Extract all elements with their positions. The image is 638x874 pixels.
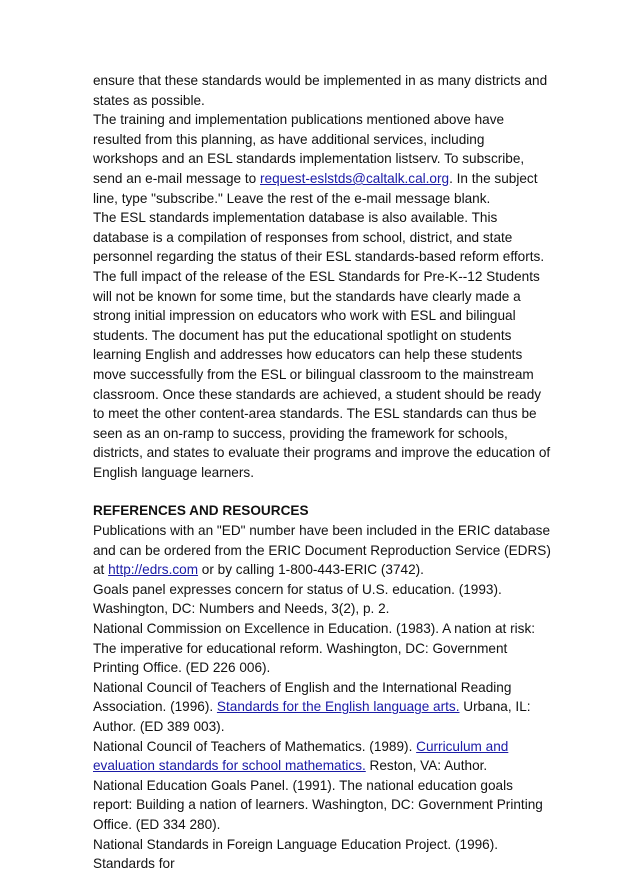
paragraph-training-publications [93, 110, 553, 208]
reference-foreign-language: National Standards in Foreign Language Education Project. (1996). Standards for [93, 836, 499, 872]
listserv-email-link[interactable]: request-eslstds@caltalk.cal.org [260, 170, 450, 186]
edrs-link[interactable]: http://edrs.com [108, 562, 199, 578]
reference-ncte [93, 678, 553, 737]
math-standards-link[interactable]: Curriculum and evaluation standards for school mathematics. [93, 738, 509, 774]
paragraph-text: Reston, VA: Author. [365, 758, 488, 774]
reference-nctm [93, 737, 553, 776]
section-spacer [93, 482, 553, 501]
english-standards-link[interactable]: Standards for the English language arts. [216, 699, 460, 715]
paragraph-text: or by calling 1-800-443-ERIC (3742). [198, 562, 424, 578]
reference-goals-report: National Education Goals Panel. (1991). The national education goals report: Building a nation of learners. Washington, DC: Government Printing Office. (ED 334 280). [93, 777, 543, 832]
paragraph-text: National Council of Teachers of Mathematics. (1989). [93, 738, 417, 754]
paragraph-standards-implemented: ensure that these standards would be implemented in as many districts and states as possible. [93, 73, 548, 108]
paragraph-database: The ESL standards implementation database is also available. This database is a compilation of responses from school, district, and state personnel regarding the status of their ESL standards-based reform efforts. [93, 210, 545, 265]
reference-goals-panel: Goals panel expresses concern for status of U.S. education. (1993). Washington, DC: Numbers and Needs, 3(2), p. 2. [93, 581, 502, 617]
paragraph-text: National Council of Teachers of English and the International Reading Association. (1996). [93, 679, 512, 715]
paragraph-text: . In the subject line, type "subscribe." Leave the rest of the e-mail message blank. [93, 170, 538, 206]
references-heading: REFERENCES AND RESOURCES [93, 503, 309, 519]
paragraph-text: Publications with an "ED" number have been included in the ERIC database and can be ordered from the ERIC Document Reproduction Service (EDRS) at [93, 523, 551, 578]
document-page [93, 71, 553, 874]
paragraph-text: Urbana, IL: Author. (ED 389 003). [93, 699, 531, 734]
reference-nation-at-risk: National Commission on Excellence in Education. (1983). A nation at risk: The imperative for educational reform. Washington, DC: Government Printing Office. (ED 226 006). [93, 621, 536, 676]
references-intro [93, 521, 553, 580]
paragraph-full-impact: The full impact of the release of the ESL Standards for Pre-K--12 Students will not be known for some time, but the standards have clearly made a strong initial impression on educators who work with ESL and bilingual students. The document has put the educational spotlight on students learning English and addresses how educators can help these students move successfully from the ESL or bilingual classroom to the mainstream classroom. Once these standards are achieved, a student should be ready to meet the other content-area standards. The ESL standards can thus be seen as an on-ramp to success, providing the framework for schools, districts, and states to evaluate their programs and improve the education of English language learners. [93, 268, 551, 480]
paragraph-text: The training and implementation publications mentioned above have resulted from this planning, as have additional services, including workshops and an ESL standards implementation listserv. To subscribe, send an e-mail message to [93, 112, 525, 186]
